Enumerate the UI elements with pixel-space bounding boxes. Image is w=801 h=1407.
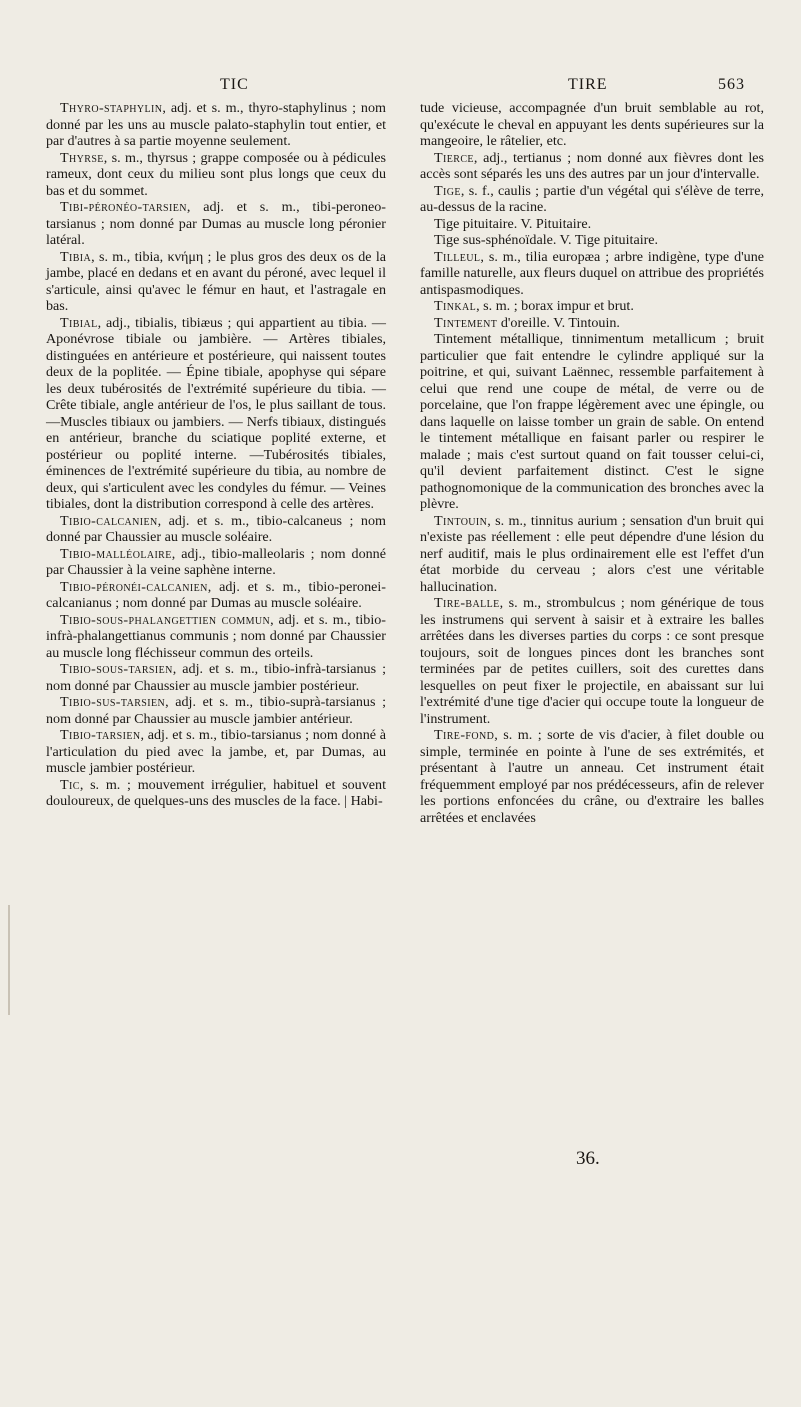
entry-text: , s. m., thyrsus ; grappe composée ou à pédicules rameux, dont ceux du milieu sont plus longs que ceux du bas et du sommet.	[46, 149, 386, 199]
right-column	[420, 100, 764, 826]
entry-text: , adj. et s. m., tibio-peronei-calcanianus ; nom donné par Dumas au muscle soléaire.	[46, 578, 386, 611]
dictionary-entry	[420, 595, 764, 727]
entry-text: , s. f., caulis ; partie d'un végétal qui s'élève de terre, au-dessus de la racine.	[420, 182, 764, 215]
entry-text: , adj. et s. m., tibio-infrà-phalangettianus communis ; nom donné par Chaussier au muscle long fléchisseur commun des orteils.	[46, 611, 387, 661]
entry-headword: Tige	[434, 182, 461, 199]
entry-headword: Tibi-péronéo-tarsien	[60, 199, 187, 215]
dictionary-entry	[46, 513, 386, 546]
dictionary-entry	[420, 232, 764, 249]
entry-text: , s. m., tilia europæa ; arbre indigène, type d'une famille naturelle, aux fleurs duquel on attribue des propriétés antispasmodiques.	[420, 248, 765, 298]
dictionary-entry	[46, 100, 386, 150]
entry-text: , s. m., strombulcus ; nom générique de tous les instrumens qui servent à saisir et à extraire les balles arrêtées dans les diverses parties du corps : ce sont presque toujours, soit de longues pinces dont les branches sont terminées par de petites cuillers, soit des curettes dans lesquelles on peut fixer le projectile, en abaissant sur lui l'extrémité d'une tige d'acier qui occupe toute la longueur de l'instrument.	[420, 595, 764, 727]
entry-text: , s. m. ; borax impur et brut.	[476, 298, 634, 314]
dictionary-entry	[420, 298, 764, 315]
dictionary-entry	[420, 183, 764, 216]
dictionary-entry	[46, 579, 386, 612]
dictionary-entry	[46, 661, 386, 694]
entry-text: , adj. et s. m., tibi-peroneo-tarsianus ; nom donné par Dumas au muscle long péronier latéral.	[46, 199, 386, 248]
entry-text: , adj., tibialis, tibiæus ; qui appartient au tibia. — Aponévrose tibiale ou jambière. — Artères tibiales, distinguées en antérieure et postérieure, qui naissent toutes deux de la poplitée. — Épine tibiale, apophyse qui sépare les deux tubérosités de l'extrémité supérieure du tibia. — Crête tibiale, angle antérieur de l'os, le plus saillant de tous. —Muscles tibiaux ou jambiers. — Nerfs tibiaux, distingués en antérieur, branche du sciatique poplité externe, et postérieur ou poplité interne. —Tubérosités tibiales, éminences de l'extrémité supérieure du tibia, au nombre de deux, qui s'articulent avec les condyles du fémur. — Veines tibiales, dont la distribution correspond à celle des artères.	[46, 314, 386, 512]
entry-text: , adj. et s. m., tibio-tarsianus ; nom donné à l'articulation du pied avec la jambe, et, par Dumas, au muscle jambier postérieur.	[46, 727, 386, 776]
entry-text: Tintement métallique, tinnimentum metallicum ; bruit particulier que fait entendre le cylindre appliqué sur la poitrine, et qui, suivant Laënnec, ressemble parfaitement à celui que rend une coupe de métal, de verre ou de porcelaine, que l'on frappe légèrement avec une épingle, ou dans laquelle on laisse tomber un grain de sable. On entend le tintement métallique en faisant parler ou respirer le malade ; mais c'est surtout quand on fait tousser celui-ci, qu'il devient parfaitement distinct. C'est le signe pathognomonique de la communication des bronches avec la plèvre.	[420, 331, 764, 512]
right-running-head: TIRE	[568, 76, 608, 93]
entry-text: , adj. et s. m., tibio-calcaneus ; nom donné par Chaussier au muscle soléaire.	[46, 512, 386, 545]
entry-headword: Tibio-péronéi-calcanien	[60, 578, 208, 595]
entry-text: Tige sus-sphénoïdale. V. Tige pituitaire.	[434, 232, 659, 248]
left-running-head: TIC	[220, 76, 249, 93]
entry-headword: Tibio-sus-tarsien	[60, 694, 166, 710]
entry-headword: Thyro-staphylin	[60, 100, 163, 116]
dictionary-entry	[420, 150, 764, 183]
dictionary-entry	[420, 315, 764, 332]
entry-text: , adj. et s. m., tibio-infrà-tarsianus ; nom donné par Chaussier au muscle jambier postérieur.	[46, 661, 386, 694]
dictionary-entry	[420, 216, 764, 233]
dictionary-entry	[420, 727, 764, 826]
entry-headword: Tibio-malléolaire	[60, 545, 172, 562]
entry-headword: Tic	[60, 776, 80, 793]
dictionary-entry	[46, 727, 386, 777]
entry-headword: Tibio-sous-tarsien	[60, 661, 173, 677]
entry-headword: Thyrse	[60, 149, 104, 166]
dictionary-entry	[46, 150, 386, 200]
entry-text: , s. m. ; sorte de vis d'acier, à filet double ou simple, terminée en pointe à l'une de ses extrémités, et présentant à l'autre un anneau. Cet instrument était fréquemment employé par nos prédécesseurs, afin de relever les portions enfoncées du crâne, ou d'extraire les balles arrêtées et enclavées	[420, 727, 764, 826]
entry-headword: Tibio-calcanien	[60, 512, 158, 529]
entry-headword: Tintouin	[434, 512, 488, 529]
entry-text: Tige pituitaire. V. Pituitaire.	[434, 215, 592, 232]
entry-headword: Tibial	[60, 314, 98, 331]
entry-text: , adj., tertianus ; nom donné aux fièvres dont les accès sont séparés les uns des autres par un jour d'intervalle.	[420, 149, 764, 182]
margin-shadow	[8, 905, 10, 1015]
entry-headword: Tibio-sous-phalangettien commun	[60, 611, 271, 628]
entry-text: , adj., tibio-malleolaris ; nom donné par Chaussier à la veine saphène interne.	[46, 545, 386, 578]
dictionary-entry	[420, 513, 764, 596]
dictionary-entry	[46, 199, 386, 249]
dictionary-entry	[420, 100, 764, 150]
entry-text: d'oreille. V. Tintouin.	[497, 314, 620, 331]
entry-headword: Tierce	[434, 149, 474, 166]
dictionary-entry	[46, 777, 386, 810]
entry-headword: Tintement	[434, 314, 498, 331]
entry-headword: Tinkal	[434, 298, 477, 314]
entry-text: , s. m., tibia, κνήμη ; le plus gros des deux os de la jambe, placé en dedans et en avant du péroné, avec lequel il s'articule, ainsi qu'avec le fémur en haut, et l'astragale en bas.	[46, 248, 386, 314]
entry-text: , s. m., tinnitus aurium ; sensation d'un bruit qui n'existe pas réellement : elle peut dépendre d'une lésion du nerf auditif, mais le plus ordinairement elle est l'effet d'un état morbide du cerveau ; alors c'est une véritable hallucination.	[420, 512, 764, 595]
entry-text: , adj. et s. m., tibio-suprà-tarsianus ; nom donné par Chaussier au muscle jambier antérieur.	[46, 694, 386, 727]
entry-headword: Tire-fond	[434, 727, 495, 743]
dictionary-entry	[420, 331, 764, 513]
dictionary-entry	[46, 249, 386, 315]
entry-headword: Tibio-tarsien	[60, 727, 141, 743]
left-column	[46, 100, 386, 810]
dictionary-entry	[46, 694, 386, 727]
dictionary-entry	[46, 315, 386, 513]
entry-headword: Tibia	[60, 248, 92, 265]
entry-headword: Tire-balle	[434, 595, 500, 611]
entry-text: tude vicieuse, accompagnée d'un bruit semblable au rot, qu'exécute le cheval en appuyant les dents supérieures sur la mangeoire, le râtelier, etc.	[420, 100, 764, 149]
dictionary-entry	[46, 612, 386, 662]
entry-text: , s. m. ; mouvement irrégulier, habituel et souvent douloureux, de quelques-uns des muscles de la face. | Habi-	[46, 776, 386, 809]
entry-text: , adj. et s. m., thyro-staphylinus ; nom donné par les uns au muscle palato-staphylin tout entier, et par d'autres à sa partie moyenne seulement.	[46, 100, 386, 149]
page-number: 563	[718, 76, 745, 93]
entry-headword: Tilleul	[434, 248, 481, 265]
dictionary-entry	[420, 249, 764, 299]
signature-mark: 36.	[576, 1148, 600, 1169]
dictionary-entry	[46, 546, 386, 579]
